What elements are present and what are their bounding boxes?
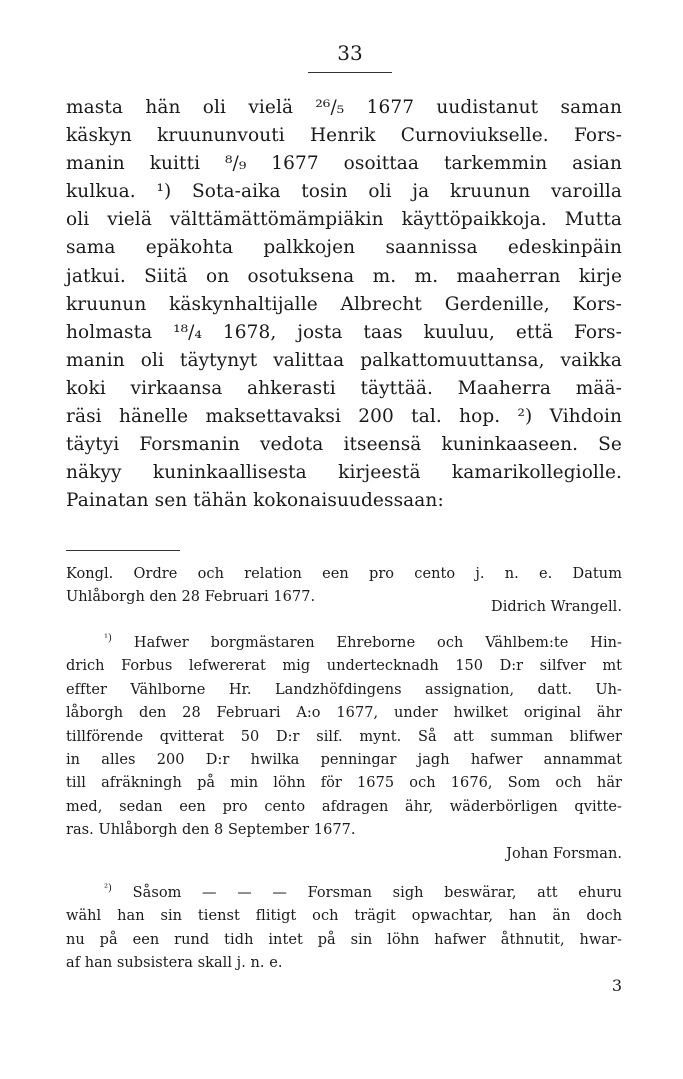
footnote-line: [66, 632, 622, 655]
royal-order-place-date: Uhlåborgh den 28 Februari 1677.: [66, 589, 316, 606]
footnote-marker: ¹): [104, 633, 113, 644]
body-line: manin oli täytynyt valittaa palkattomuuttansa, vaikka: [66, 349, 622, 371]
footnote-2: [66, 882, 622, 976]
page-number-rule: [308, 72, 392, 73]
body-line: räsi hänelle maksettavaksi 200 tal. hop. ²) Vihdoin: [66, 406, 622, 428]
footnote-line: tillförende qvitterat 50 D:r silf. mynt. Så att summan blifwer: [66, 728, 622, 745]
body-line: Painatan sen tähän kokonaisuudessaan:: [66, 490, 444, 512]
body-line: masta hän oli vielä ²⁶/₅ 1677 uudistanut saman: [66, 97, 622, 118]
body-line: kruunun käskynhaltijalle Albrecht Gerdenille, Kors-: [66, 293, 622, 315]
body-line: käskyn kruununvouti Henrik Curnoviukselle. Fors-: [66, 125, 622, 147]
footnote-line: nu på een rund tidh intet på sin löhn hafwer åthnutit, hwar-: [66, 931, 622, 948]
signature-mark: 3: [611, 976, 622, 995]
footnote-1: [66, 632, 622, 866]
body-line: koki virkaansa ahkerasti täyttää. Maaherra mää-: [66, 377, 622, 399]
body-line: sama epäkohta palkkojen saannissa edeskinpäin: [66, 237, 622, 259]
body-text: [66, 94, 622, 515]
royal-order-line: Kongl. Ordre och relation een pro cento j. n. e. Datum: [66, 566, 622, 582]
footnote-line: låborgh den 28 Februari A:o 1677, under hwilket original ähr: [66, 705, 622, 722]
body-line: jatkui. Siitä on osotuksena m. m. maaherran kirje: [66, 265, 622, 287]
footnote-text: Hafwer borgmästaren Ehreborne och Vählbem:te Hin-: [133, 635, 622, 651]
footnote-line: drich Forbus lefwererat mig undertecknadh 150 D:r silfver mt: [66, 658, 622, 675]
footnote-line: effter Vählborne Hr. Landzhöfdingens assignation, datt. Uh-: [66, 681, 622, 698]
footnotes: [66, 632, 622, 976]
royal-order: [66, 563, 622, 614]
footnote-line: ras. Uhlåborgh den 8 September 1677.: [66, 822, 356, 839]
body-line: kulkua. ¹) Sota-aika tosin oli ja kruunun varoilla: [66, 181, 622, 203]
body-line: manin kuitti ⁸/₉ 1677 osoittaa tarkemmin asian: [66, 153, 622, 175]
footnote-marker: ²): [104, 883, 113, 895]
footnote-line: med, sedan een pro cento afdragen ähr, wäderbörligen qvitte-: [66, 798, 622, 815]
body-line: täytyi Forsmanin vedota itseensä kuninkaaseen. Se: [66, 434, 622, 456]
footnote-line: af han subsistera skall j. n. e.: [66, 955, 283, 972]
footnote-signature: Johan Forsman.: [506, 845, 622, 862]
footnote-line: [66, 882, 622, 905]
footnote-text: Såsom — — — Forsman sigh beswärar, att ehuru: [132, 885, 622, 902]
footnote-line: in alles 200 D:r hwilka penningar jagh hafwer annammat: [66, 752, 622, 769]
section-divider: [66, 550, 180, 551]
footnote-line: till afräkningh på min löhn för 1675 och 1676, Som och här: [66, 775, 622, 792]
body-line: näkyy kuninkaallisesta kirjeestä kamarikollegiolle.: [66, 462, 622, 484]
royal-order-signature: Didrich Wrangell.: [491, 599, 622, 616]
body-line: holmasta ¹⁸/₄ 1678, josta taas kuuluu, että Fors-: [66, 321, 622, 343]
footnote-line: wähl han sin tienst flitigt och trägit opwachtar, han än doch: [66, 908, 622, 925]
page-number: 33: [337, 41, 363, 65]
body-line: oli vielä välttämättömämpiäkin käyttöpaikkoja. Mutta: [66, 209, 622, 231]
